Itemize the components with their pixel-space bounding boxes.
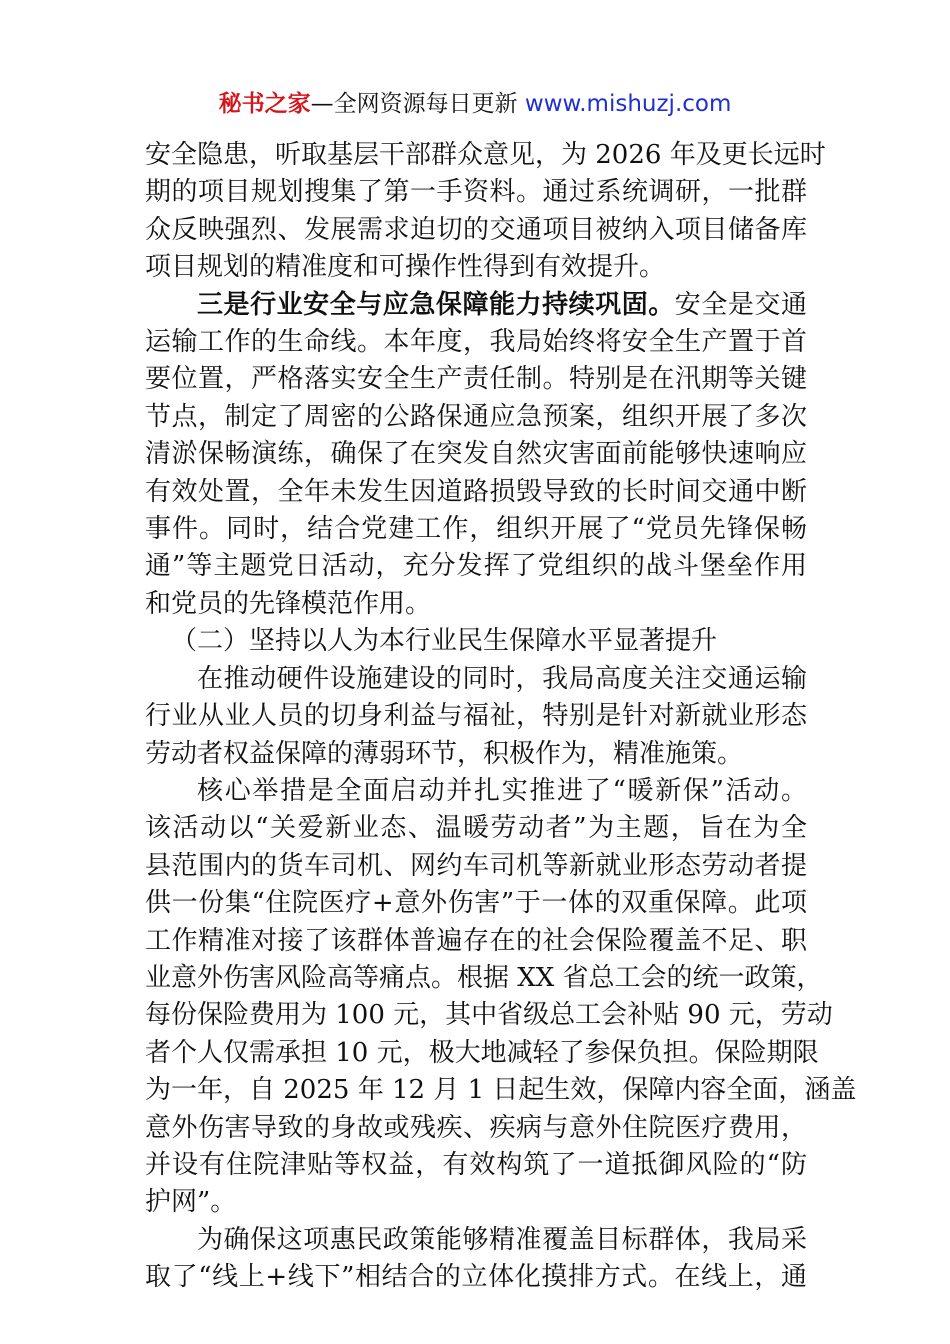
- text-line: 意外伤害导致的身故或残疾、疾病与意外住院医疗费用，: [145, 1112, 807, 1143]
- text-line: 清淤保畅演练，确保了在突发自然灾害面前能够快速响应: [145, 439, 807, 470]
- site-header: [0, 88, 950, 120]
- text-line: 众反映强烈、发展需求迫切的交通项目被纳入项目储备库: [145, 214, 807, 245]
- site-slogan: —全网资源每日更新: [310, 91, 525, 117]
- text-line: 该活动以“关爱新业态、温暖劳动者”为主题，旨在为全: [145, 813, 807, 844]
- text-line: 项目规划的精准度和可操作性得到有效提升。: [145, 252, 666, 283]
- paragraph-core-measures: [145, 773, 857, 1222]
- text-line: 取了“线上+线下”相结合的立体化摸排方式。在线上，通: [145, 1262, 807, 1293]
- text-line-first: 为确保这项惠民政策能够精准覆盖目标群体，我局采: [197, 1224, 807, 1255]
- document-body: [145, 137, 857, 1297]
- section-heading-text: （二）坚持以人为本行业民生保障水平显著提升: [171, 626, 718, 657]
- site-brand: 秘书之家: [218, 91, 311, 117]
- text-line: 供一份集“住院医疗+意外伤害”于一体的双重保障。此项: [145, 888, 807, 919]
- text-line: 要位置，严格落实安全生产责任制。特别是在汛期等关键: [145, 364, 807, 395]
- text-line: 运输工作的生命线。本年度，我局始终将安全生产置于首: [145, 327, 807, 358]
- paragraph-intro: [145, 661, 807, 773]
- text-line: 行业从业人员的切身利益与福祉，特别是针对新就业形态: [145, 701, 807, 732]
- text-line: 为一年，自 2025 年 12 月 1 日起生效，保障内容全面，涵盖: [145, 1075, 857, 1106]
- text-line: 期的项目规划搜集了第一手资料。通过系统调研，一批群: [145, 177, 807, 208]
- text-line: 护网”。: [145, 1187, 237, 1218]
- paragraph-lead-heading: 三是行业安全与应急保障能力持续巩固。: [197, 289, 675, 320]
- text-line-first: 核心举措是全面启动并扎实推进了“暖新保”活动。: [197, 775, 807, 806]
- text-line-first: [145, 287, 807, 324]
- text-line: 通”等主题党日活动，充分发挥了党组织的战斗堡垒作用: [145, 551, 807, 582]
- section-heading: [145, 623, 807, 660]
- paragraph-outreach: [145, 1222, 807, 1297]
- text-line: 并设有住院津贴等权益，有效构筑了一道抵御风险的“防: [145, 1149, 807, 1180]
- text-line: 者个人仅需承担 10 元，极大地减轻了参保负担。保险期限: [145, 1037, 819, 1068]
- text-line: 节点，制定了周密的公路保通应急预案，组织开展了多次: [145, 401, 807, 432]
- text-line: 事件。同时，结合党建工作，组织开展了“党员先锋保畅: [145, 514, 807, 545]
- text-line: 有效处置，全年未发生因道路损毁导致的长时间交通中断: [145, 476, 807, 507]
- text-line: 县范围内的货车司机、网约车司机等新就业形态劳动者提: [145, 850, 807, 881]
- text-line: 每份保险费用为 100 元，其中省级总工会补贴 90 元，劳动: [145, 1000, 833, 1031]
- paragraph-safety: [145, 287, 807, 624]
- site-url-link[interactable]: www.mishuzj.com: [524, 91, 732, 117]
- text-line: 工作精准对接了该群体普遍存在的社会保险覆盖不足、职: [145, 925, 807, 956]
- text-line: 业意外伤害风险高等痛点。根据 XX 省总工会的统一政策，: [145, 962, 823, 993]
- text-line: 劳动者权益保障的薄弱环节，积极作为，精准施策。: [145, 738, 744, 769]
- paragraph-lead-rest: 安全是交通: [674, 289, 807, 320]
- paragraph-continued: [145, 137, 826, 287]
- text-line: 安全隐患，听取基层干部群众意见，为 2026 年及更长远时: [145, 140, 826, 170]
- text-line-first: 在推动硬件设施建设的同时，我局高度关注交通运输: [197, 663, 807, 694]
- text-line: 和党员的先锋模范作用。: [145, 588, 432, 619]
